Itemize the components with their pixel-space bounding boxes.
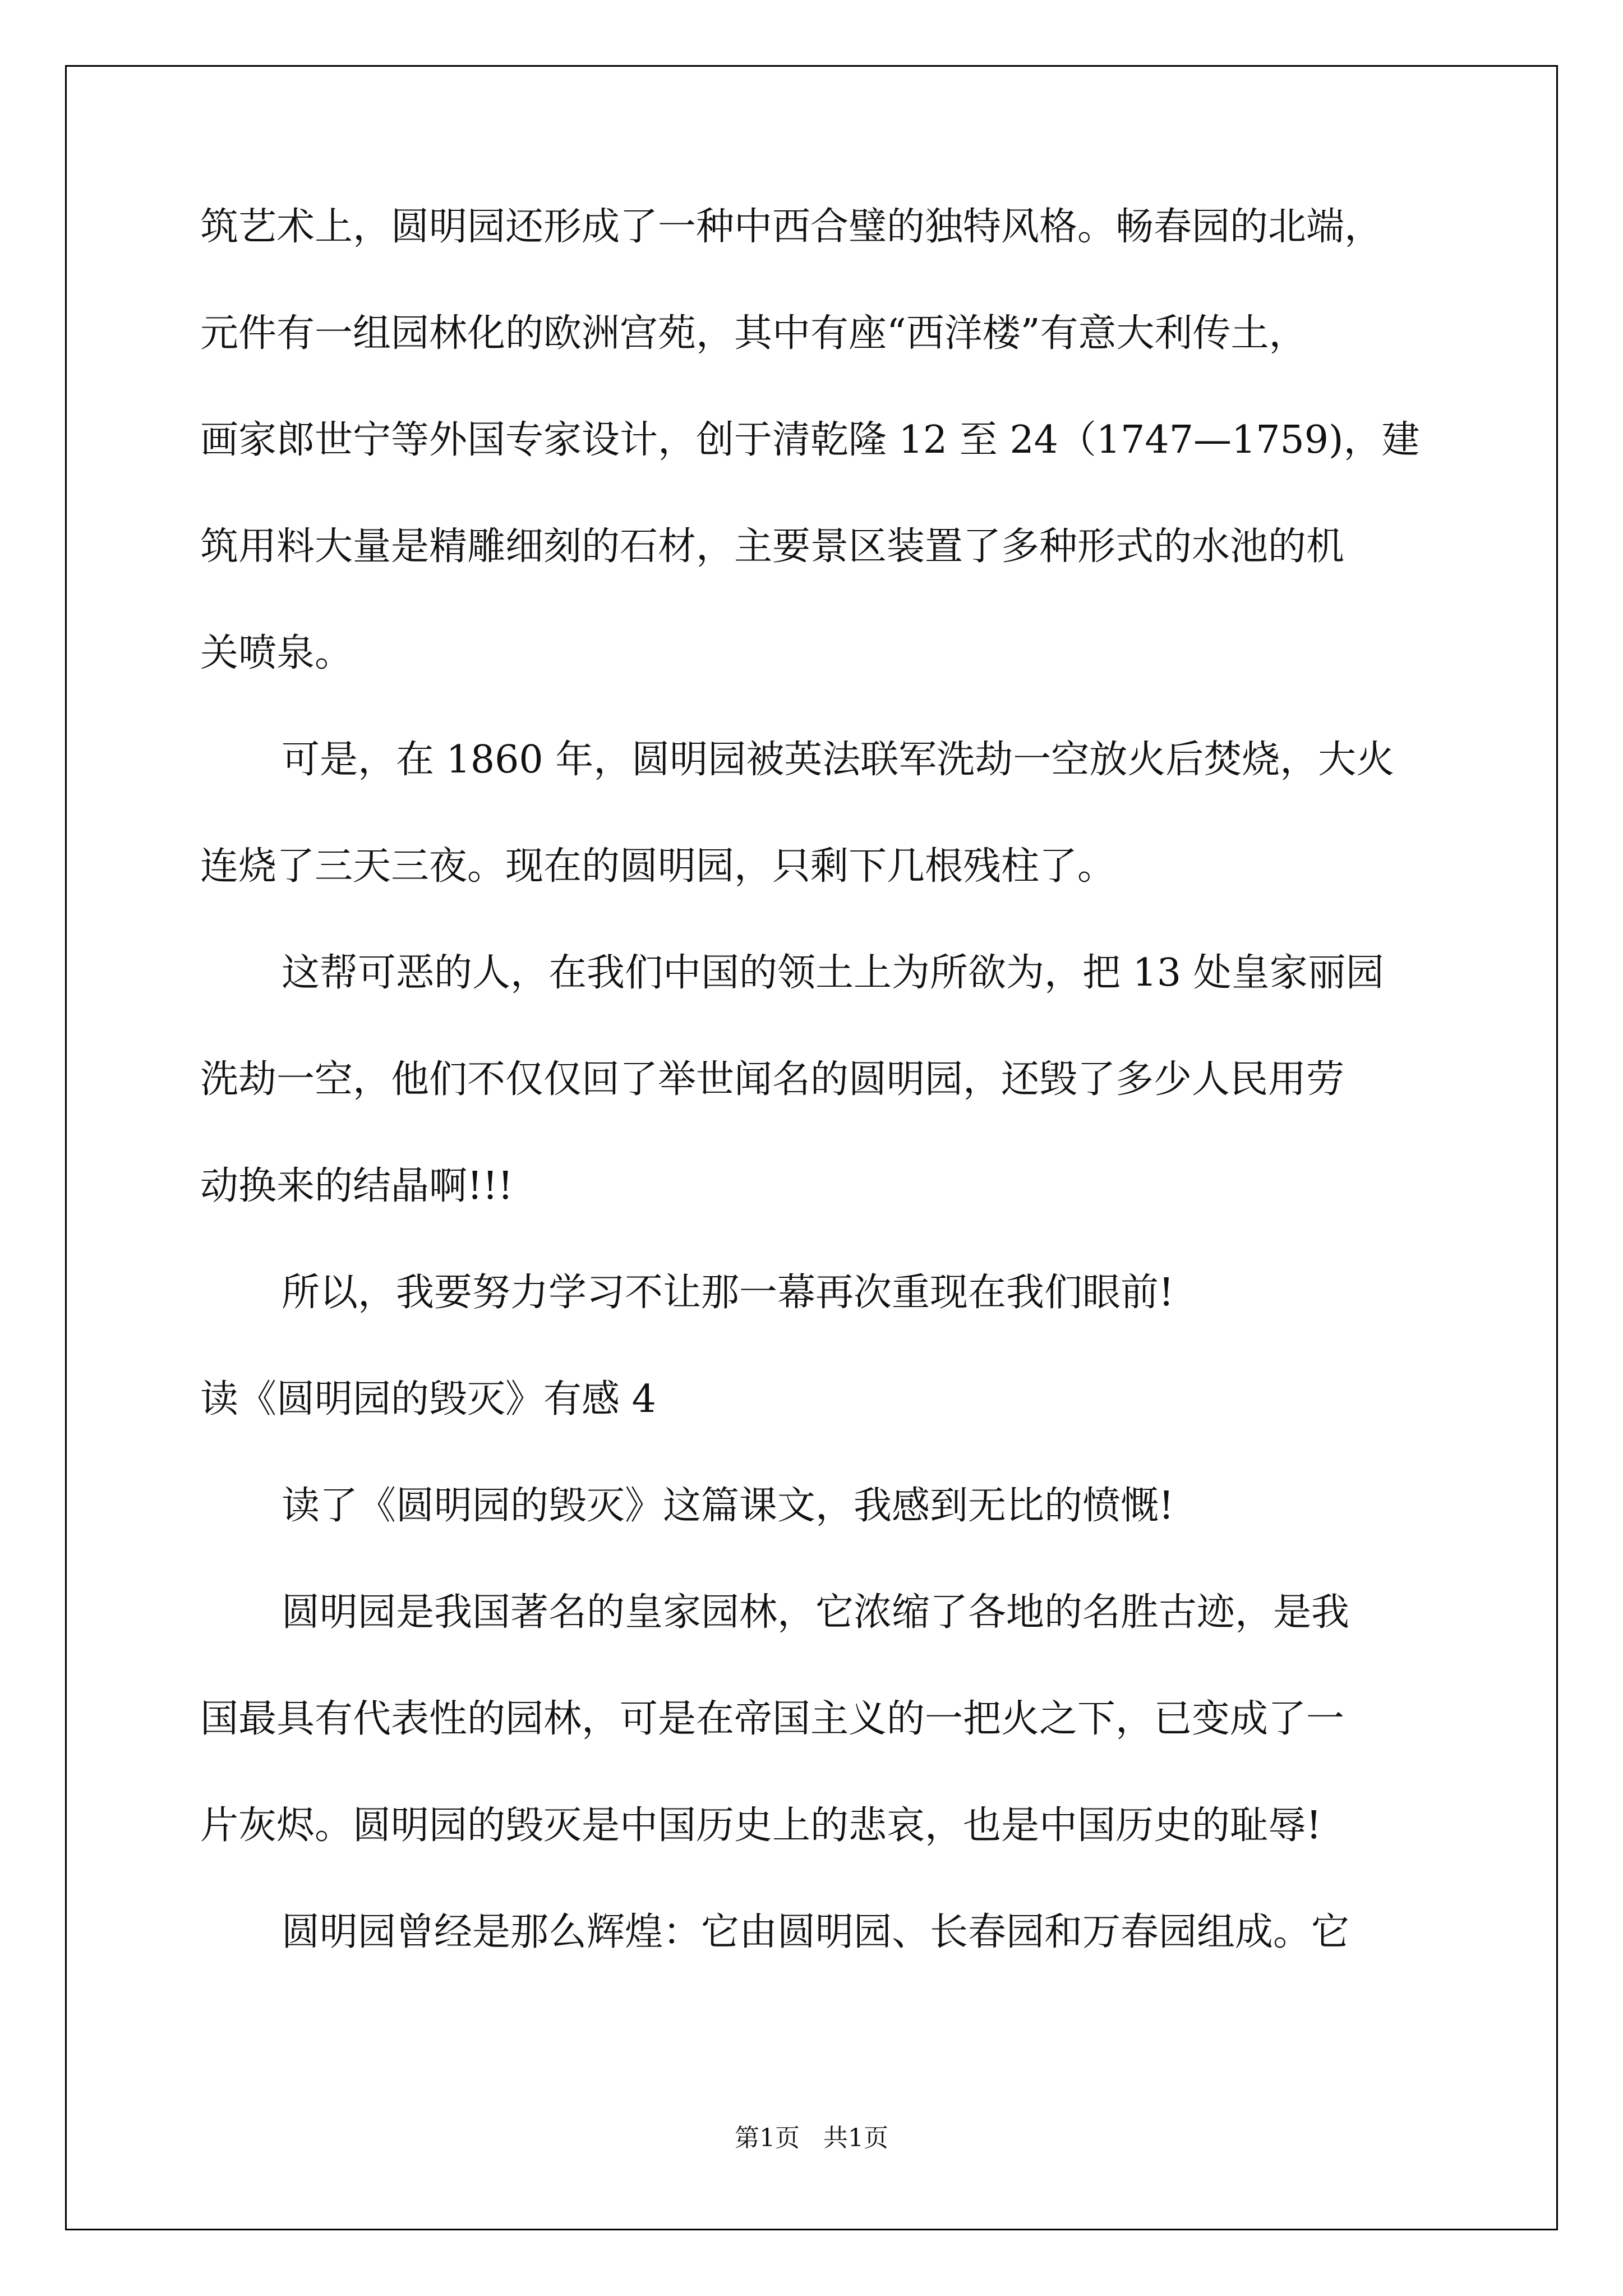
text-line: 可是，在 1860 年，圆明园被英法联军洗劫一空放火后焚烧，大火 bbox=[282, 738, 1395, 782]
text-line: 连烧了三天三夜。现在的圆明园，只剩下几根残柱了。 bbox=[200, 844, 1116, 889]
text-line: 圆明园是我国著名的皇家园林，它浓缩了各地的名胜古迹，是我 bbox=[282, 1590, 1350, 1635]
text-line: 筑艺术上，圆明园还形成了一种中西合璧的独特风格。畅春园的北端， bbox=[200, 205, 1383, 249]
text-line: 这帮可恶的人，在我们中国的领土上为所欲为，把 13 处皇家丽园 bbox=[282, 951, 1384, 995]
section-heading: 读《圆明园的毁灭》有感 4 bbox=[200, 1377, 656, 1421]
page-number-footer: 第1页 共1页 bbox=[735, 2124, 888, 2152]
text-line: 所以，我要努力学习不让那一幕再次重现在我们眼前! bbox=[282, 1271, 1174, 1315]
text-line: 读了《圆明园的毁灭》这篇课文，我感到无比的愤慨! bbox=[282, 1484, 1174, 1528]
text-line: 关喷泉。 bbox=[200, 631, 353, 675]
text-line: 圆明园曾经是那么辉煌：它由圆明园、长春园和万春园组成。它 bbox=[282, 1910, 1350, 1954]
text-line: 片灰烬。圆明园的毁灭是中国历史上的悲哀，也是中国历史的耻辱! bbox=[200, 1803, 1322, 1848]
text-line: 洗劫一空，他们不仅仅回了举世闻名的圆明园，还毁了多少人民用劳 bbox=[200, 1057, 1345, 1102]
text-line: 动换来的结晶啊!!! bbox=[200, 1164, 513, 1208]
text-line: 元件有一组园林化的欧洲宫苑，其中有座“西洋楼”有意大利传土， bbox=[200, 311, 1307, 356]
text-line: 筑用料大量是精雕细刻的石材，主要景区装置了多种形式的水池的机 bbox=[200, 524, 1345, 569]
text-line: 画家郎世宁等外国专家设计，创于清乾隆 12 至 24（1747—1759)，建 bbox=[200, 418, 1420, 462]
text-line: 国最具有代表性的园林，可是在帝国主义的一把火之下，已变成了一 bbox=[200, 1697, 1345, 1741]
